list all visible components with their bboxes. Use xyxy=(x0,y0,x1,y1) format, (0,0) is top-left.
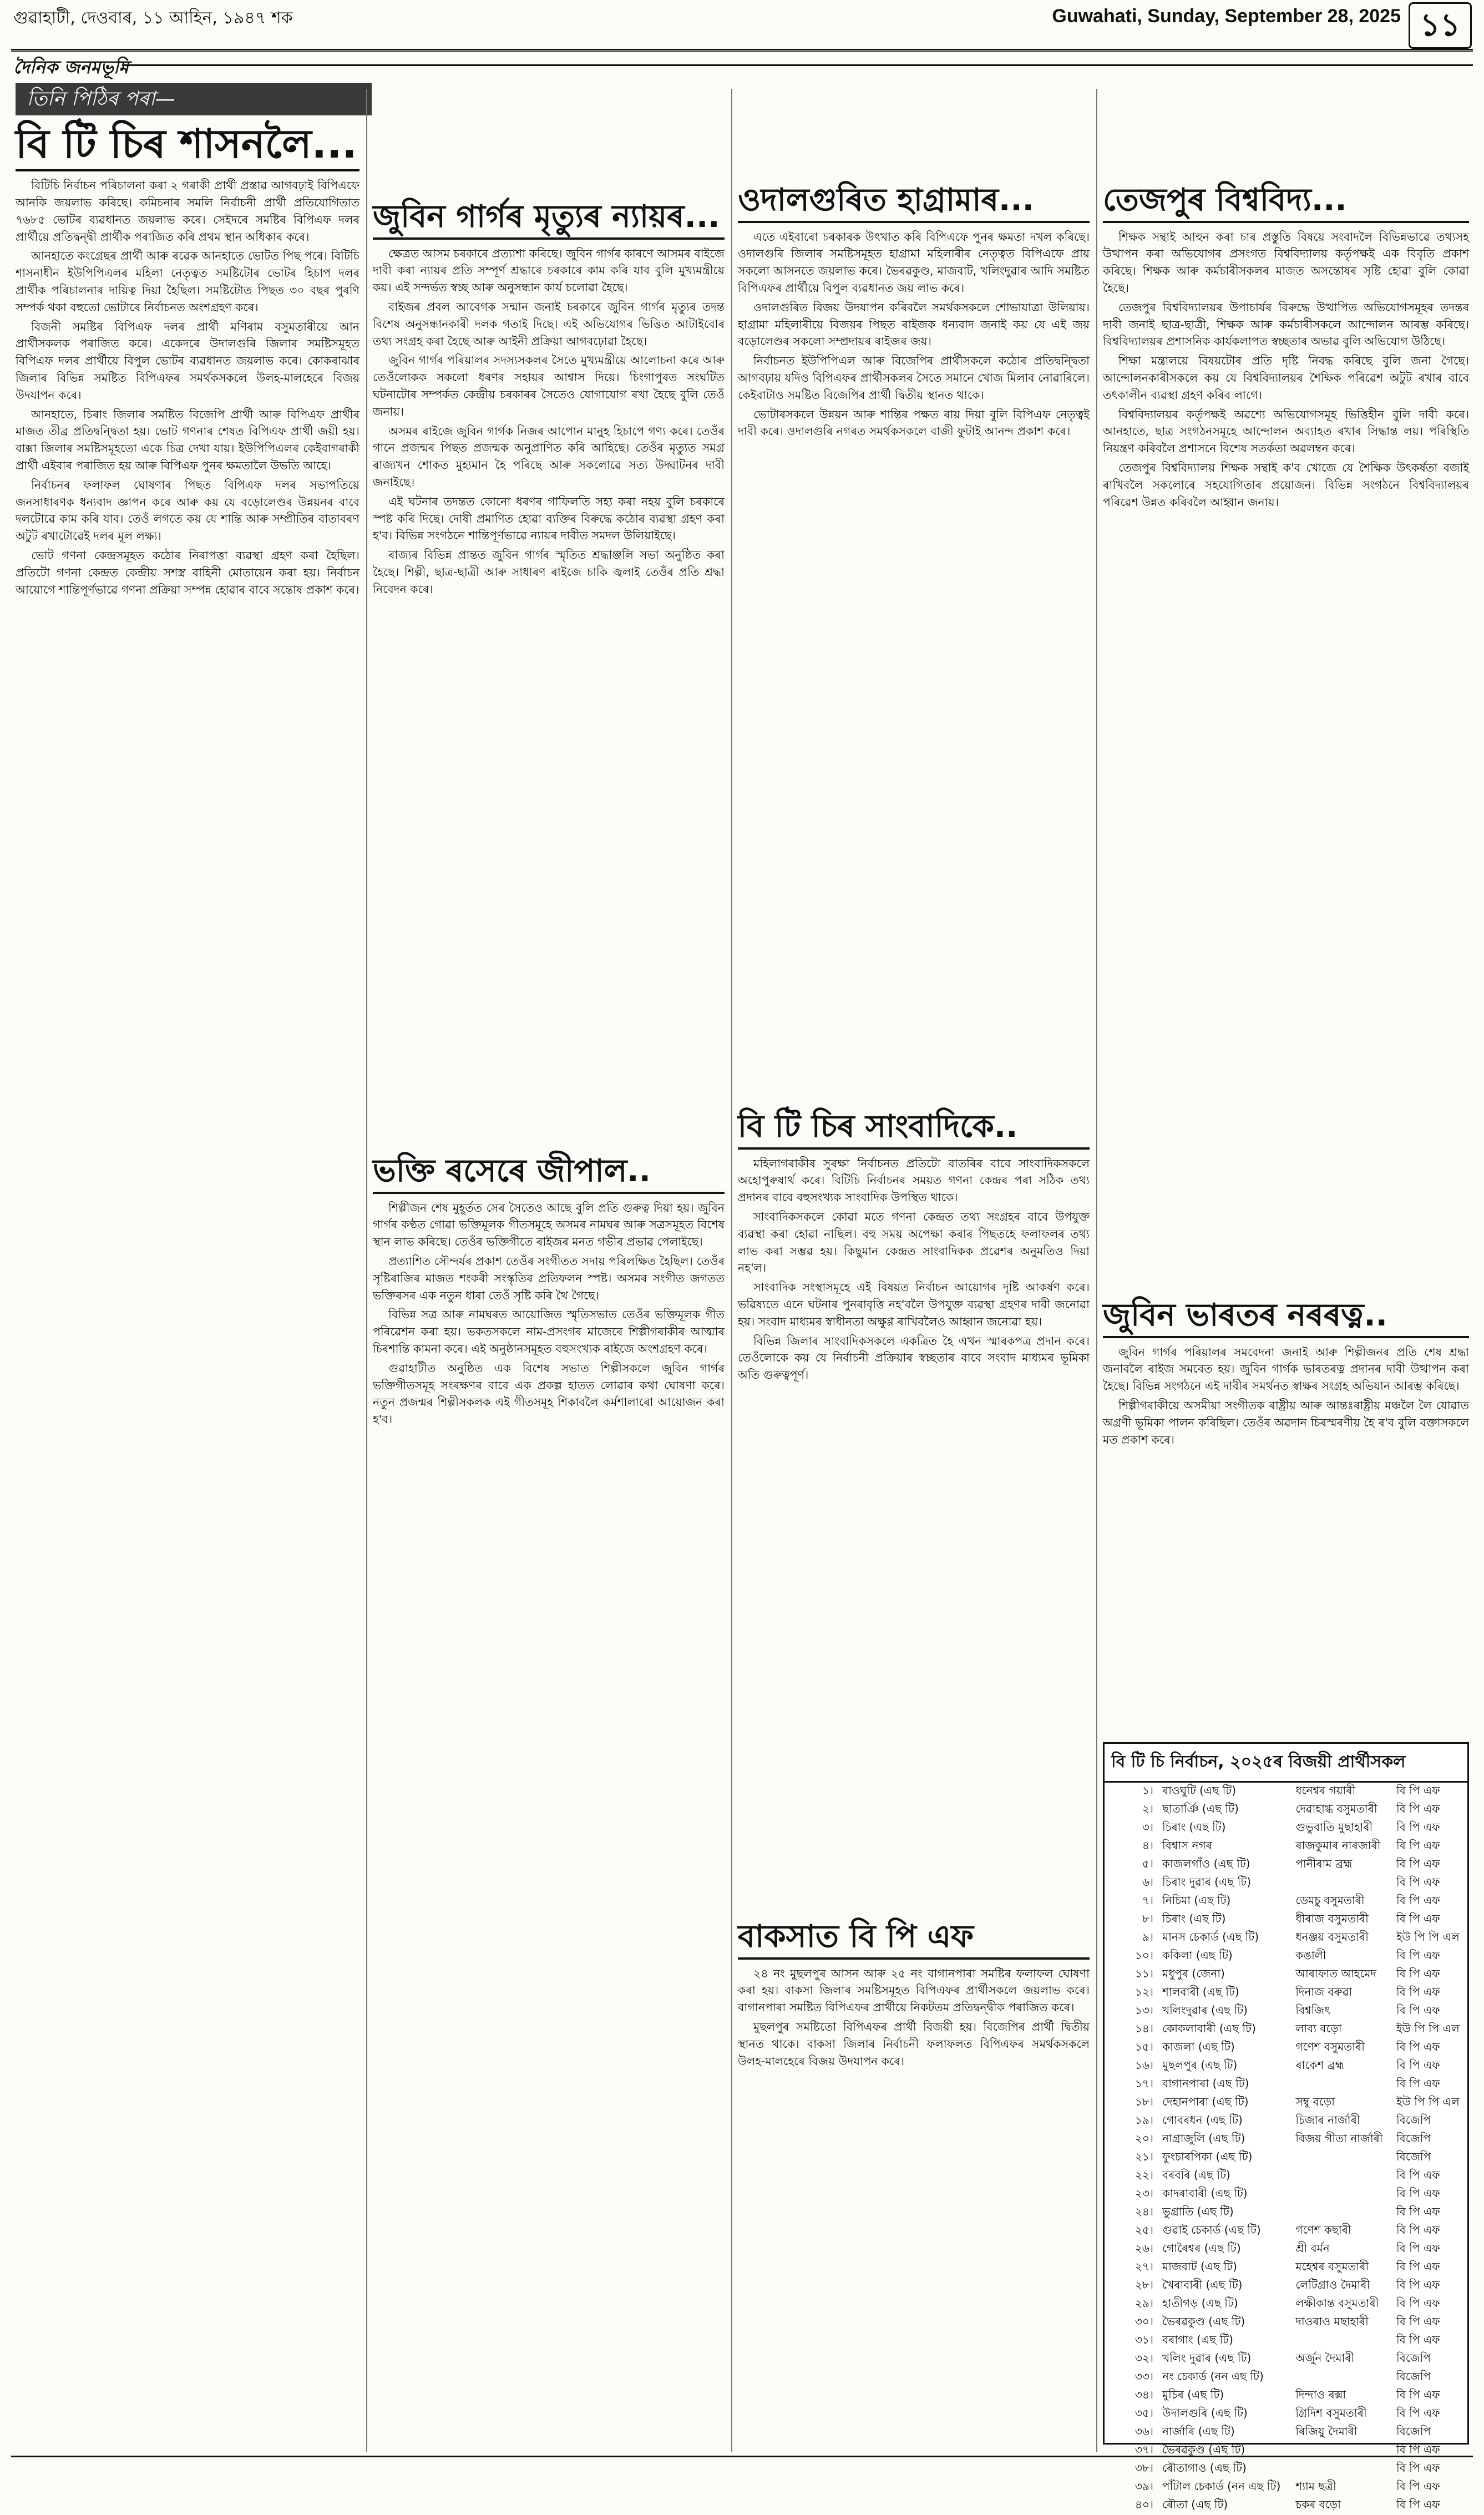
constituency: ককিলা (এছ টি) xyxy=(1162,1949,1233,1962)
title-underline xyxy=(738,1957,1090,1960)
seat-number: ৪০। xyxy=(1134,2498,1153,2511)
table-row xyxy=(1105,2478,1467,2497)
article-body xyxy=(1103,229,1469,511)
constituency: হাতীগড় (এছ টি) xyxy=(1162,2296,1238,2310)
constituency: ভৈৰৱকুণ্ড (এছ টি) xyxy=(1162,2315,1245,2328)
paragraph: বিজনী সমষ্টিৰ বিপিএফ দলৰ প্ৰাৰ্থী মণিৰাম বসুমতাৰীয়ে আন প্ৰাৰ্থীসকলক পৰাজিত কৰে। একেদৰে উদালগুৰি জিলাৰ সমষ্টিসমূহত বিপিএফ দলৰ প্ৰাৰ্থীয়ে বিপুল ভোটৰ ব্যৱধানত জয়লাভ কৰে। কোকৰাঝাৰ জিলাৰ বিভিন্ন সমষ্টিত বিপিএফৰ সমৰ্থকসকলে উলহ-মালহেৰে বিজয় উদযাপন কৰে। xyxy=(16,320,359,402)
paragraph: শিল্পীগৰাকীয়ে অসমীয়া সংগীতক ৰাষ্ট্ৰীয় আৰু আন্তঃৰাষ্ট্ৰীয় মঞ্চলৈ লৈ যোৱাত অগ্ৰণী ভূমিকা পালন কৰিছিল। তেওঁৰ অৱদান চিৰস্মৰণীয় হৈ ৰ'ব বুলি বক্তাসকলে মত প্ৰকাশ কৰে। xyxy=(1103,1398,1469,1446)
winner-name: শ্যাম ছত্ৰী xyxy=(1295,2479,1336,2493)
footer-rule xyxy=(11,2456,1473,2457)
table-title: বি টি চি নিৰ্বাচন, ২০২৫ৰ বিজয়ী প্ৰাৰ্থীসকল xyxy=(1105,1744,1467,1783)
article-zubeen-bharat xyxy=(1103,1298,1469,1542)
page-number: ১১ xyxy=(1409,2,1472,49)
seat-number: ৩৫। xyxy=(1134,2406,1153,2420)
paragraph: বিভিন্ন সত্ৰ আৰু নামঘৰত আয়োজিত স্মৃতিসভাত তেওঁৰ ভক্তিমূলক গীত পৰিৱেশন কৰা হয়। ভকতসকলে নাম-প্ৰসংগৰ মাজেৰে শিল্পীগৰাকীৰ আত্মাৰ চিৰশান্তি কামনা কৰে। এই অনুষ্ঠানসমূহত বহুসংখ্যক ৰাইজে অংশগ্ৰহণ কৰে। xyxy=(373,1308,725,1355)
seat-number: ১২। xyxy=(1134,1985,1153,1998)
column-divider xyxy=(366,89,367,2452)
winner-name: লক্ষীকান্ত বসুমতাৰী xyxy=(1295,2296,1379,2310)
winner-name: বিশ্বজিৎ xyxy=(1295,2003,1330,2017)
paragraph: নিৰ্বাচনৰ ফলাফল ঘোষণাৰ পিছত বিপিএফ দলৰ সভাপতিয়ে জনসাধাৰণক ধন্যবাদ জ্ঞাপন কৰে আৰু কয় যে বড়োলেণ্ডৰ উন্নয়নৰ বাবে দলটোৱে কাম কৰি যাব। তেওঁ লগতে কয় যে শান্তি আৰু সম্প্ৰীতিৰ বাতাবৰণ অটুট ৰখাটোৱেই দলৰ মূল লক্ষ্য। xyxy=(16,478,359,543)
article-body xyxy=(738,229,1090,441)
constituency: শালবাৰী (এছ টি) xyxy=(1162,1985,1239,1998)
table-row xyxy=(1105,1966,1467,1984)
winner-name: শ্ৰী বৰ্মন xyxy=(1295,2241,1330,2255)
paragraph: সাংবাদিক সংস্থাসমূহে এই বিষয়ত নিৰ্বাচন আয়োগৰ দৃষ্টি আকৰ্ষণ কৰে। ভৱিষ্যতে এনে ঘটনাৰ পুনৰাবৃত্তি নহ'বলৈ উপযুক্ত ব্যৱস্থা গ্ৰহণৰ দাবী জনোৱা হয়। সংবাদ মাধ্যমৰ স্বাধীনতা অক্ষুণ্ণ ৰাখিবলৈও আহ্বান জনোৱা হয়। xyxy=(738,1281,1090,1328)
article-bhakti xyxy=(373,1154,725,2430)
paragraph: নিৰ্বাচনত ইউপিপিএল আৰু বিজেপিৰ প্ৰাৰ্থীসকলে কঠোৰ প্ৰতিদ্বন্দ্বিতা আগবঢ়ায় যদিও বিপিএফৰ প্ৰাৰ্থীসকলৰ সৈতে সমানে খোজ মিলাব নোৱাৰিলে। কেইবাটাও সমষ্টিত বিজেপিৰ প্ৰাৰ্থী দ্বিতীয় স্থানত থাকে। xyxy=(738,354,1090,402)
seat-number: ৩। xyxy=(1142,1820,1153,1834)
constituency: বৰবৰি (এছ টি) xyxy=(1162,2168,1230,2182)
paragraph: ভোট গণনা কেন্দ্ৰসমূহত কঠোৰ নিৰাপত্তা ব্যৱস্থা গ্ৰহণ কৰা হৈছিল। প্ৰতিটো গণনা কেন্দ্ৰত কেন্দ্ৰীয় সশস্ত্ৰ বাহিনী মোতায়েন কৰা হয়। নিৰ্বাচন আয়োগে শান্তিপূৰ্ণভাৱে গণনা প্ৰক্ৰিয়া সম্পন্ন হোৱাৰ বাবে সন্তোষ প্ৰকাশ কৰে। xyxy=(16,548,359,596)
paragraph: এই ঘটনাৰ তদন্তত কোনো ধৰণৰ গাফিলতি সহ্য কৰা নহয় বুলি চৰকাৰে স্পষ্ট কৰি দিছে। দোষী প্ৰমাণিত হোৱা ব্যক্তিৰ বিৰুদ্ধে কঠোৰ ব্যৱস্থা গ্ৰহণ কৰা হ'ব। বিভিন্ন সংগঠনে শান্তিপূৰ্ণভাৱে ন্যায়ৰ দাবীত সমদল উলিয়াইছে। xyxy=(373,494,725,543)
paragraph: আনহাতে কংগ্ৰেছৰ প্ৰাৰ্থী আৰু ৰৱেক আনহাতে ভোটত পিছ পৰে। বিটিচি শাসনাধীন ইউপিপিএলৰ মহিলা নেতৃত্বত সমষ্টিটোৰ ভোটৰ হিচাপ দলৰ প্ৰাৰ্থীক পৰিচালনাৰ দায়িত্ব দিয়া হৈছিল। সমষ্টিটোত পিছত ৩০ বছৰ পুৰণি সম্পৰ্ক থকা বহুতো ভোটাৰে নিৰ্বাচনত অংশগ্ৰহণ কৰে। xyxy=(16,249,359,314)
table-row xyxy=(1105,2204,1467,2222)
seat-number: ১০। xyxy=(1134,1949,1153,1962)
article-body xyxy=(16,177,359,598)
article-body xyxy=(738,1155,1090,1384)
constituency: গুৱাই চেকাৰ্ড (এছ টি) xyxy=(1162,2223,1261,2236)
constituency: বাগানপাৰা (এছ টি) xyxy=(1162,2077,1249,2090)
constituency: খৈৰাবাৰী (এছ টি) xyxy=(1162,2278,1243,2291)
article-body xyxy=(738,1965,1090,2070)
winner-name xyxy=(1291,2204,1392,2222)
constituency: মানস চেকাৰ্ড (এছ টি) xyxy=(1162,1930,1259,1944)
winner-name: আৰাফাত আহমেদ xyxy=(1295,1967,1376,1980)
party: বি পি এফ xyxy=(1396,1985,1440,1998)
constituency: দেহানপাৰা (এছ টি) xyxy=(1162,2095,1249,2108)
party: বি পি এফ xyxy=(1396,1839,1440,1852)
seat-number: ৯। xyxy=(1142,1930,1153,1944)
party: বি পি এফ xyxy=(1396,1912,1440,1925)
constituency: গোৰৈশ্বৰ (এছ টি) xyxy=(1162,2241,1241,2255)
winner-name: সম্বু বড়ো xyxy=(1295,2095,1335,2108)
party: বি পি এফ xyxy=(1396,2406,1440,2420)
winner-name: গুভুবাতি মুছাহাৰী xyxy=(1295,1820,1373,1834)
winner-name: চকৰ বড়ো xyxy=(1295,2498,1341,2511)
winner-name: বিজয় গীতা নাৰ্জাৰী xyxy=(1295,2132,1383,2145)
winner-name: ৰাজকুমাৰ নাৰজাৰী xyxy=(1295,1839,1381,1852)
party: বি পি এফ xyxy=(1396,1894,1440,1907)
party: বি পি এফ xyxy=(1396,2187,1440,2200)
table-row xyxy=(1105,2076,1467,2094)
winner-name xyxy=(1291,2460,1392,2478)
winner-name: অৰ্জুন দৈমাৰী xyxy=(1295,2351,1355,2365)
table-row xyxy=(1105,2002,1467,2021)
party: বি পি এফ xyxy=(1396,2333,1440,2346)
seat-number: ৫। xyxy=(1142,1857,1153,1870)
paragraph: প্ৰত্যাশিত সৌন্দৰ্যৰ প্ৰকাশ তেওঁৰ সংগীতত সদায় পৰিলক্ষিত হৈছিল। তেওঁৰ সৃষ্টিৰাজিৰ মাজত শংকৰী সংস্কৃতিৰ প্ৰতিফলন স্পষ্ট। অসমৰ সংগীত জগতত ভক্তিৰসৰ এক নতুন ধাৰা তেওঁ সৃষ্টি কৰি থৈ গৈছে। xyxy=(373,1254,725,1302)
party: ইউ পি পি এল xyxy=(1396,1930,1460,1944)
table-row xyxy=(1105,2405,1467,2423)
seat-number: ৮। xyxy=(1142,1912,1153,1925)
table-row xyxy=(1105,2332,1467,2350)
winner-name: ধনঞ্জয় বসুমতাৰী xyxy=(1295,1930,1369,1944)
paragraph: তেজপুৰ বিশ্ববিদ্যালয়ৰ উপাচাৰ্যৰ বিৰুদ্ধে উত্থাপিত অভিযোগসমূহৰ তদন্তৰ দাবী জনাই ছাত্ৰ-ছাত্ৰী, শিক্ষক আৰু কৰ্মচাৰীসকলে আন্দোলন আৰম্ভ কৰিছে। বিশ্ববিদ্যালয়ৰ প্ৰশাসনিক কাৰ্যকলাপত স্বচ্ছতাৰ অভাৱ বুলি অভিযোগ উঠিছে। xyxy=(1103,300,1469,348)
table-row xyxy=(1105,2460,1467,2478)
winner-name xyxy=(1291,2442,1392,2460)
paragraph: অসমৰ ৰাইজে জুবিন গাৰ্গক নিজৰ আপোন মানুহ হিচাপে গণ্য কৰে। তেওঁৰ গানে প্ৰজন্মৰ পিছত প্ৰজন্মক অনুপ্ৰাণিত কৰি আহিছে। তেওঁৰ মৃত্যুত সমগ্ৰ ৰাজ্যখন শোকত মুহ্যমান হৈ পৰিছে আৰু সকলোৱে সত্য উদ্ঘাটনৰ দাবী জনাইছে। xyxy=(373,424,725,489)
seat-number: ২৩। xyxy=(1134,2187,1153,2200)
title-underline xyxy=(738,1147,1090,1150)
constituency: চিৰাং (এছ টি) xyxy=(1162,1912,1226,1925)
winner-name xyxy=(1291,1874,1392,1892)
constituency: গোবৰধন (এছ টি) xyxy=(1162,2113,1243,2127)
seat-number: ৩৮। xyxy=(1134,2461,1153,2474)
paragraph: ক্ষেত্ৰত আসম চৰকাৰে প্ৰত্যাশা কৰিছে। জুবিন গাৰ্গৰ কাৰণে আসমৰ বাইজে দাবী কৰা ন্যায়ৰ প্ৰতি সম্পূৰ্ণ শ্ৰদ্ধাৰে চৰকাৰে কাম কৰি যাব বুলি মুখ্যমন্ত্ৰীয়ে কয়। এই সন্দৰ্ভত স্বচ্ছ আৰু অনুসন্ধান কাৰ্য চলোৱা হৈছে। xyxy=(373,246,725,295)
date-line-assamese: গুৱাহাটী, দেওবাৰ, ১১ আহিন, ১৯৪৭ শক xyxy=(13,8,293,28)
seat-number: ১৮। xyxy=(1134,2095,1153,2108)
constituency: চিৰাং (এছ টি) xyxy=(1162,1820,1226,1834)
title-underline xyxy=(373,1192,725,1194)
seat-number: ৪। xyxy=(1142,1839,1153,1852)
party: বি পি এফ xyxy=(1396,2388,1440,2401)
seat-number: ২৬। xyxy=(1134,2241,1153,2255)
constituency: ৰৌতাগাও (এছ টি) xyxy=(1162,2461,1247,2474)
table-row xyxy=(1105,2167,1467,2185)
winner-name: পানীৰাম ব্ৰহ্ম xyxy=(1295,1857,1353,1870)
seat-number: ১৪। xyxy=(1134,2022,1153,2035)
column-divider xyxy=(1096,89,1097,2452)
constituency: পাঁটাল চেকাৰ্ড (নন এছ টি) xyxy=(1162,2479,1281,2493)
seat-number: ৭। xyxy=(1142,1894,1153,1907)
article-title: বি টি চিৰ সাংবাদিকে.. xyxy=(738,1109,1018,1145)
title-underline xyxy=(373,237,725,240)
winner-name: দিনাজ বৰুৱা xyxy=(1295,1985,1353,1998)
seat-number: ২০। xyxy=(1134,2132,1153,2145)
results-grid xyxy=(1105,1783,1467,2515)
seat-number: ২২। xyxy=(1134,2168,1153,2182)
paragraph: সাংবাদিকসকলে কোৱা মতে গণনা কেন্দ্ৰত তথ্য সংগ্ৰহৰ বাবে উপযুক্ত ব্যৱস্থা কৰা হোৱা নাছিল। বহু সময় অপেক্ষা কৰাৰ পিছতহে ফলাফলৰ তথ্য লাভ কৰা সম্ভৱ হয়। কিছুমান কেন্দ্ৰত সাংবাদিকক প্ৰৱেশৰ অনুমতিও দিয়া নহ'ল। xyxy=(738,1210,1090,1275)
winner-name: লাব্য বড়ো xyxy=(1295,2022,1342,2035)
seat-number: ১৬। xyxy=(1134,2058,1153,2072)
paragraph: এতে এইবাৰো চৰকাৰক উৎখাত কৰি বিপিএফে পুনৰ ক্ষমতা দখল কৰিছে। ওদালগুৰি জিলাৰ সমষ্টিসমূহত হাগ্ৰামা মহিলাৰীৰ নেতৃত্বত বিপিএফে প্ৰায় সকলো আসনতে জয়লাভ কৰে। ভৈৰৱকুণ্ড, মাজবাট, খলিংদুৱাৰ আদি সমষ্টিত বিপিএফৰ প্ৰাৰ্থীয়ে বিপুল ব্যৱধানত জয় লাভ কৰে। xyxy=(738,230,1090,295)
article-body xyxy=(1103,1344,1469,1449)
party: বিজেপি xyxy=(1396,2425,1431,2438)
winner-name xyxy=(1291,2167,1392,2185)
seat-number: ২। xyxy=(1142,1802,1153,1815)
party: বি পি এফ xyxy=(1396,2058,1440,2072)
table-row xyxy=(1105,2131,1467,2149)
winner-name: গ্ৰিদিশ বসুমতাৰী xyxy=(1295,2406,1367,2420)
article-title: তেজপুৰ বিশ্ববিদ্য... xyxy=(1103,182,1347,218)
party: বি পি এফ xyxy=(1396,2168,1440,2182)
paragraph: শিক্ষক সন্থাই আহুন কৰা চাৰ প্ৰস্তুতি বিষয়ে সংবাদলৈ বিভিন্নভাৱে তথ্যসহ উত্থাপন কৰা অভিযোগৰ প্ৰসংগত বিশ্ববিদ্যালয় কৰ্তৃপক্ষই এক বিবৃতি প্ৰকাশ কৰিছে। শিক্ষক আৰু কৰ্মচাৰীসকলৰ মাজত অসন্তোষৰ সৃষ্টি হোৱা বুলি কোৱা হৈছে। xyxy=(1103,230,1469,295)
section-label: তিনি পিঠিৰ পৰা— xyxy=(16,83,372,115)
seat-number: ২১। xyxy=(1134,2150,1153,2163)
paragraph: তেজপুৰ বিশ্ববিদ্যালয় শিক্ষক সন্থাই ক'ব খোজে যে শৈক্ষিক উৎকৰ্ষতা বজাই ৰাখিবলৈ সকলোৰে সহযোগিতাৰ প্ৰয়োজন। বিভিন্ন সংগঠনে বিশ্ববিদ্যালয়ৰ পৰিৱেশ উন্নত কৰিবলৈ আহ্বান জনায়। xyxy=(1103,461,1469,509)
paragraph: গুৱাহাটীত অনুষ্ঠিত এক বিশেষ সভাত শিল্পীসকলে জুবিন গাৰ্গৰ ভক্তিগীতসমূহ সংৰক্ষণৰ বাবে এক প্ৰকল্প হাতত লোৱাৰ কথা ঘোষণা কৰে। নতুন প্ৰজন্মৰ শিল্পীসকলক এই গীতসমূহ শিকাবলৈ কৰ্মশালাৰো আয়োজন কৰা হ'ব। xyxy=(373,1361,725,1426)
seat-number: ১৫। xyxy=(1134,2040,1153,2053)
constituency: ৰাওঘুটি (এছ টি) xyxy=(1162,1784,1237,1797)
table-row xyxy=(1105,2277,1467,2295)
winner-name: মহেশ্বৰ বসুমতাৰী xyxy=(1295,2260,1369,2273)
constituency: ভৈৰৱকুণ্ড (এছ টি) xyxy=(1162,2443,1245,2456)
seat-number: ৩০। xyxy=(1134,2315,1153,2328)
paragraph: ওদালগুৰিত বিজয় উদযাপন কৰিবলৈ সমৰ্থকসকলে শোভাযাত্ৰা উলিয়ায়। হাগ্ৰামা মহিলাৰীয়ে বিজয়ৰ পিছত ৰাইজক ধন্যবাদ জনাই কয় যে এই জয় বড়োলেণ্ডৰ সকলো সম্প্ৰদায়ৰ ৰাইজৰ জয়। xyxy=(738,300,1090,348)
paragraph: ভোটাৰসকলে উন্নয়ন আৰু শান্তিৰ পক্ষত ৰায় দিয়া বুলি বিপিএফ নেতৃত্বই দাবী কৰে। ওদালগুৰি নগৰত সমৰ্থকসকলে বাজী ফুটাই আনন্দ প্ৰকাশ কৰে। xyxy=(738,407,1090,438)
paragraph: শিল্পীজন শেষ মুহূৰ্তত সেৰ সৈতেও আছে বুলি প্ৰতি গুৰুত্ব দিয়া হয়। জুবিন গাৰ্গৰ কণ্ঠত গোৱা ভক্তিমূলক গীতসমূহে অসমৰ নামঘৰ আৰু সত্ৰসমূহত বিশেষ স্থান লাভ কৰিছে। তেওঁৰ ভক্তিগীতে ৰাইজৰ মনত গভীৰ প্ৰভাৱ পেলাইছে। xyxy=(373,1201,725,1249)
article-body xyxy=(373,245,725,598)
table-row xyxy=(1105,2222,1467,2240)
paragraph: শিক্ষা মন্ত্ৰালয়ে বিষয়টোৰ প্ৰতি দৃষ্টি নিবদ্ধ কৰিছে বুলি জনা গৈছে। আন্দোলনকাৰীসকলে কয় যে বিশ্ববিদ্যালয়ৰ শৈক্ষিক পৰিৱেশ অটুট ৰখাৰ বাবে তৎকালীন ব্যৱস্থা গ্ৰহণ কৰিব লাগে। xyxy=(1103,354,1469,402)
table-row xyxy=(1105,2057,1467,2076)
seat-number: ৩৪। xyxy=(1134,2388,1153,2401)
winner-name: দেৱাহাগ্ধ বসুমতাৰী xyxy=(1295,1802,1377,1815)
seat-number: ২৪। xyxy=(1134,2205,1153,2218)
party: বি পি এফ xyxy=(1396,1857,1440,1870)
table-row xyxy=(1105,1874,1467,1892)
seat-number: ১। xyxy=(1142,1784,1153,1797)
article-body xyxy=(373,1200,725,1428)
article-title: জুবিন ভাৰতৰ নৰৰত্ন.. xyxy=(1103,1297,1387,1333)
table-row xyxy=(1105,1947,1467,1966)
article-baksa xyxy=(738,1920,1090,2436)
party: বি পি এফ xyxy=(1396,2315,1440,2328)
paragraph: বিটিচি নিৰ্বাচন পৰিচালনা কৰা ২ গৰাকী প্ৰাৰ্থী প্ৰস্তাৱ আগবঢ়াই বিপিএফে আনকি জয়লাভ কৰিছে। কমিচনাৰ সমলি নিৰ্বাচনী প্ৰাৰ্থী প্ৰতিযোগিতাত ৭৬৮৫ ভোটৰ ব্যৱধানত জয়লাভ কৰে। সেইদৰে সমষ্টিৰ বিপিএফ দলৰ প্ৰাৰ্থীয়ে প্ৰতিদ্বন্দ্বী প্ৰাৰ্থীক পৰাজিত কৰি প্ৰথম স্থান অধিকাৰ কৰে। xyxy=(16,179,359,244)
table-row xyxy=(1105,1783,1467,1801)
winner-name: দাওৰাও মছাহাৰী xyxy=(1295,2315,1369,2328)
constituency: মধুপুৰ (জেনা) xyxy=(1162,1967,1225,1980)
table-row xyxy=(1105,2387,1467,2405)
winner-name xyxy=(1291,2076,1392,2094)
constituency: ছাতাৰ্ঞি (এছ টি) xyxy=(1162,1802,1239,1815)
table-row xyxy=(1105,2442,1467,2460)
table-row xyxy=(1105,1801,1467,1819)
winner-name: দিন্দাও ৰক্সা xyxy=(1295,2388,1346,2401)
constituency: ৰৌতা (এছ টি) xyxy=(1162,2498,1228,2511)
winner-name: ধীৰাজ বসুমতাৰী xyxy=(1295,1912,1369,1925)
constituency: চিৰাং দুৱাৰ (এছ টি) xyxy=(1162,1875,1252,1889)
constituency: মুচিৰ (এছ টি) xyxy=(1162,2388,1224,2401)
paragraph: বিভিন্ন জিলাৰ সাংবাদিকসকলে একত্ৰিত হৈ এখন স্মাৰকপত্ৰ প্ৰদান কৰে। তেওঁলোকে কয় যে নিৰ্বাচনী প্ৰক্ৰিয়াৰ স্বচ্ছতাৰ বাবে সংবাদ মাধ্যমৰ ভূমিকা অতি গুৰুত্বপূৰ্ণ। xyxy=(738,1334,1090,1382)
party: বি পি এফ xyxy=(1396,2223,1440,2236)
article-title: বাকসাত বি পি এফ xyxy=(738,1919,974,1955)
party: বিজেপি xyxy=(1396,2370,1431,2383)
party: বিজেপি xyxy=(1396,2113,1431,2127)
party: বি পি এফ xyxy=(1396,1784,1440,1797)
constituency: বৰাগাং (এছ টি) xyxy=(1162,2333,1233,2346)
table-row xyxy=(1105,1819,1467,1838)
article-zubeen-justice xyxy=(373,200,725,1143)
table-row xyxy=(1105,2185,1467,2204)
party: বিজেপি xyxy=(1396,2132,1431,2145)
seat-number: ৩৩। xyxy=(1134,2370,1153,2383)
election-results-table xyxy=(1103,1742,1469,2511)
title-underline xyxy=(738,221,1090,223)
constituency: নাৰ্জাৰি (এছ টি) xyxy=(1162,2425,1235,2438)
winner-name xyxy=(1291,2332,1392,2350)
article-btc xyxy=(16,122,359,1454)
winner-name: ধনেশ্বৰ গয়াৰী xyxy=(1295,1784,1356,1797)
seat-number: ৬। xyxy=(1142,1875,1153,1889)
seat-number: ২৫। xyxy=(1134,2223,1153,2236)
party: বি পি এফ xyxy=(1396,1820,1440,1834)
constituency: খলিংদুৱাৰ (এছ টি) xyxy=(1162,2003,1248,2017)
seat-number: ৩২। xyxy=(1134,2351,1153,2365)
constituency: নং চেকাৰ্ড (নন এছ টি) xyxy=(1162,2370,1264,2383)
winner-name xyxy=(1291,2369,1392,2387)
party: বি পি এফ xyxy=(1396,2443,1440,2456)
constituency: কাজলা (এছ টি) xyxy=(1162,2040,1235,2053)
table-row xyxy=(1105,2369,1467,2387)
title-underline xyxy=(1103,221,1469,223)
masthead xyxy=(0,0,1484,89)
table-row xyxy=(1105,2423,1467,2442)
constituency: কাজলগাঁও (এছ টি) xyxy=(1162,1857,1250,1870)
article-journalists xyxy=(738,1110,1090,1886)
table-row xyxy=(1105,2021,1467,2039)
table-row xyxy=(1105,2259,1467,2277)
seat-number: ৩৯। xyxy=(1134,2479,1153,2493)
column-divider xyxy=(731,89,732,2452)
paragraph: জুবিন গাৰ্গৰ পৰিয়ালৰ সদস্যসকলৰ সৈতে মুখ্যমন্ত্ৰীয়ে আলোচনা কৰে আৰু তেওঁলোকক সকলো ধৰণৰ সহায়ৰ আশ্বাস দিয়ে। চিংগাপুৰত সংঘটিত ঘটনাটোৰ সম্পৰ্কত কেন্দ্ৰীয় চৰকাৰৰ সৈতেও যোগাযোগ ৰখা হৈছে বুলি তেওঁ জনায়। xyxy=(373,353,725,418)
seat-number: ১৩। xyxy=(1134,2003,1153,2017)
party: বি পি এফ xyxy=(1396,1802,1440,1815)
constituency: কোকলাবাৰী (এছ টি) xyxy=(1162,2022,1256,2035)
table-row xyxy=(1105,2039,1467,2057)
paragraph: আনহাতে, চিৰাং জিলাৰ সমষ্টিত বিজেপি প্ৰাৰ্থী আৰু বিপিএফ প্ৰাৰ্থীৰ মাজত তীব্ৰ প্ৰতিদ্বন্দ্বিতা হয়। ভোট গণনাৰ শেষত বিপিএফ প্ৰাৰ্থী জয়ী হয়। বাক্সা জিলাৰ সমষ্টিসমূহতো একে চিত্ৰ দেখা যায়। ইউপিপিএলৰ কেইবাগৰাকী প্ৰাৰ্থী এইবাৰ পৰাজিত হয় আৰু বিপিএফ পুনৰ ক্ষমতালৈ উভতি আহে। xyxy=(16,407,359,472)
seat-number: ২৮। xyxy=(1134,2278,1153,2291)
party: ইউ পি পি এল xyxy=(1396,2095,1460,2108)
winner-name: ডেমচু বসুমতাৰী xyxy=(1295,1894,1365,1907)
party: বি পি এফ xyxy=(1396,1967,1440,1980)
party: ইউ পি পি এল xyxy=(1396,2022,1460,2035)
winner-name: চিজাৰ নাৰ্জাৰী xyxy=(1295,2113,1360,2127)
constituency: ভুগ্ৰাতি (এছ টি) xyxy=(1162,2205,1234,2218)
constituency: নাগ্ৰাজুলি (এছ টি) xyxy=(1162,2132,1245,2145)
winner-name: ৰিজিয়ু দৈমাৰী xyxy=(1295,2425,1358,2438)
table-row xyxy=(1105,1984,1467,2002)
article-title: জুবিন গাৰ্গৰ মৃত্যুৰ ন্যায়ৰ... xyxy=(373,199,720,235)
constituency: খলিং দুৱাৰ (এছ টি) xyxy=(1162,2351,1252,2365)
constituency: মুছলপুৰ (এছ টি) xyxy=(1162,2058,1238,2072)
constituency: কাদৰাবাৰী (এছ টি) xyxy=(1162,2187,1248,2200)
winner-name: গণেশ কছাৰী xyxy=(1295,2223,1351,2236)
constituency: বিশ্বাস নগৰ xyxy=(1162,1839,1212,1852)
winner-name: কঙালী xyxy=(1295,1949,1326,1962)
paper-rule xyxy=(122,64,1473,66)
table-row xyxy=(1105,2295,1467,2314)
article-title: ওদালগুৰিত হাগ্ৰামাৰ... xyxy=(738,182,1034,218)
article-tezpur xyxy=(1103,183,1469,1265)
party: বি পি এফ xyxy=(1396,1875,1440,1889)
party: বি পি এফ xyxy=(1396,2205,1440,2218)
seat-number: ১১। xyxy=(1134,1967,1153,1980)
party: বি পি এফ xyxy=(1396,2498,1440,2511)
article-udalguri xyxy=(738,183,1090,1099)
party: বি পি এফ xyxy=(1396,2077,1440,2090)
title-underline xyxy=(16,169,359,171)
party: বি পি এফ xyxy=(1396,2278,1440,2291)
seat-number: ৩৭। xyxy=(1134,2443,1153,2456)
table-row xyxy=(1105,2350,1467,2369)
party: বি পি এফ xyxy=(1396,2461,1440,2474)
paragraph: ২৪ নং মুছলপুৰ আসন আৰু ২৫ নং বাগানপাৰা সমষ্টিৰ ফলাফল ঘোষণা কৰা হয়। বাকসা জিলাৰ সমষ্টিসমূহত বিপিএফৰ প্ৰাৰ্থীসকলে জয়লাভ কৰে। বাগানপাৰা সমষ্টিত বিপিএফৰ প্ৰাৰ্থীয়ে নিকটতম প্ৰতিদ্বন্দ্বীক পৰাজিত কৰে। xyxy=(738,1966,1090,2015)
constituency: ফুংচাৰপিকা (এছ টি) xyxy=(1162,2150,1253,2163)
table-row xyxy=(1105,2497,1467,2515)
paragraph: বিশ্ববিদ্যালয়ৰ কৰ্তৃপক্ষই অৱশ্যে অভিযোগসমূহ ভিত্তিহীন বুলি দাবী কৰে। আনহাতে, ছাত্ৰ সংগঠনসমূহে আন্দোলন অব্যাহত ৰখাৰ সিদ্ধান্ত লয়। পৰিস্থিতি নিয়ন্ত্ৰণ কৰিবলৈ প্ৰশাসনে বিশেষ সতৰ্কতা অৱলম্বন কৰে। xyxy=(1103,407,1469,456)
table-row xyxy=(1105,1856,1467,1874)
paragraph: বাইজৰ প্ৰবল আবেগক সন্মান জনাই চৰকাৰে জুবিন গাৰ্গৰ মৃত্যুৰ তদন্ত বিশেষ অনুসন্ধানকাৰী দলক গতাই দিছে। এই অভিযোগৰ ভিত্তিত আটাইবোৰ তথ্য সংগ্ৰহ কৰা হৈছে আৰু আইনী প্ৰক্ৰিয়া আগবঢ়োৱা হৈছে। xyxy=(373,300,725,348)
party: বি পি এফ xyxy=(1396,1949,1440,1962)
party: বি পি এফ xyxy=(1396,2040,1440,2053)
seat-number: ১৭। xyxy=(1134,2077,1153,2090)
constituency: উদালগুৰি (এছ টি) xyxy=(1162,2406,1248,2420)
party: বি পি এফ xyxy=(1396,2296,1440,2310)
title-underline xyxy=(1103,1336,1469,1338)
party: বিজেপি xyxy=(1396,2351,1431,2365)
paragraph: ৰাজ্যৰ বিভিন্ন প্ৰান্তত জুবিন গাৰ্গৰ স্মৃতিত শ্ৰদ্ধাঞ্জলি সভা অনুষ্ঠিত কৰা হৈছে। শিল্পী, ছাত্ৰ-ছাত্ৰী আৰু সাধাৰণ ৰাইজে চাকি জ্বলাই তেওঁৰ প্ৰতি শ্ৰদ্ধা নিবেদন কৰে। xyxy=(373,548,725,596)
party: বি পি এফ xyxy=(1396,2003,1440,2017)
article-title: বি টি চিৰ শাসনলৈ... xyxy=(16,120,357,167)
paragraph: মহিলাগৰাকীৰ সুৰক্ষা নিৰ্বাচনত প্ৰতিটো বাতৰিৰ বাবে সাংবাদিকসকলে অহোপুৰুষাৰ্থ কৰে। বিটিচি নিৰ্বাচনৰ সময়ত গণনা কেন্দ্ৰৰ পৰা সঠিক তথ্য প্ৰদানৰ বাবে বহুসংখ্যক সাংবাদিক উপস্থিত থাকে। xyxy=(738,1156,1090,1205)
table-row xyxy=(1105,1892,1467,1911)
seat-number: ৩১। xyxy=(1134,2333,1153,2346)
table-row xyxy=(1105,1929,1467,1947)
seat-number: ২৯। xyxy=(1134,2296,1153,2310)
paper-name: দৈনিক জনমভূমি xyxy=(13,57,129,78)
seat-number: ১৯। xyxy=(1134,2113,1153,2127)
table-row xyxy=(1105,2149,1467,2167)
seat-number: ৩৬। xyxy=(1134,2425,1153,2438)
paragraph: মুছলপুৰ সমষ্টিতো বিপিএফৰ প্ৰাৰ্থী বিজয়ী হয়। বিজেপিৰ প্ৰাৰ্থী দ্বিতীয় স্থানত থাকে। বাকসা জিলাৰ নিৰ্বাচনী ফলাফলত বিপিএফৰ সমৰ্থকসকলে উলহ-মালহেৰে বিজয় উদযাপন কৰে। xyxy=(738,2020,1090,2068)
seat-number: ২৭। xyxy=(1134,2260,1153,2273)
table-row xyxy=(1105,1911,1467,1929)
table-row xyxy=(1105,2240,1467,2259)
winner-name xyxy=(1291,2149,1392,2167)
party: বি পি এফ xyxy=(1396,2260,1440,2273)
table-row xyxy=(1105,1838,1467,1856)
constituency: মাজবাট (এছ টি) xyxy=(1162,2260,1237,2273)
table-row xyxy=(1105,2112,1467,2131)
article-title: ভক্তি ৰসেৰে জীপাল.. xyxy=(373,1153,651,1189)
party: বি পি এফ xyxy=(1396,2479,1440,2493)
header-rule xyxy=(11,49,1473,52)
winner-name xyxy=(1291,2185,1392,2204)
winner-name: গণেশ বসুমতাৰী xyxy=(1295,2040,1365,2053)
party: বিজেপি xyxy=(1396,2150,1431,2163)
party: বি পি এফ xyxy=(1396,2241,1440,2255)
table-row xyxy=(1105,2314,1467,2332)
winner-name: ৰাকেশ ব্ৰহ্ম xyxy=(1295,2058,1345,2072)
date-line-english: Guwahati, Sunday, September 28, 2025 xyxy=(1052,6,1401,27)
constituency: নিচিমা (এছ টি) xyxy=(1162,1894,1231,1907)
paragraph: জুবিন গাৰ্গৰ পৰিয়ালৰ সমবেদনা জনাই আৰু শিল্পীজনৰ প্ৰতি শেষ শ্ৰদ্ধা জনাবলৈ ৰাইজ সমবেত হয়। জুবিন গাৰ্গক ভাৰতৰত্ন প্ৰদানৰ দাবী উত্থাপন কৰা হৈছে। বিভিন্ন সংগঠনে এই দাবীৰ সমৰ্থনত স্বাক্ষৰ সংগ্ৰহ অভিযান আৰম্ভ কৰিছে। xyxy=(1103,1345,1469,1393)
table-row xyxy=(1105,2094,1467,2112)
winner-name: লেটিগ্ৰাও দৈমাৰী xyxy=(1295,2278,1370,2291)
